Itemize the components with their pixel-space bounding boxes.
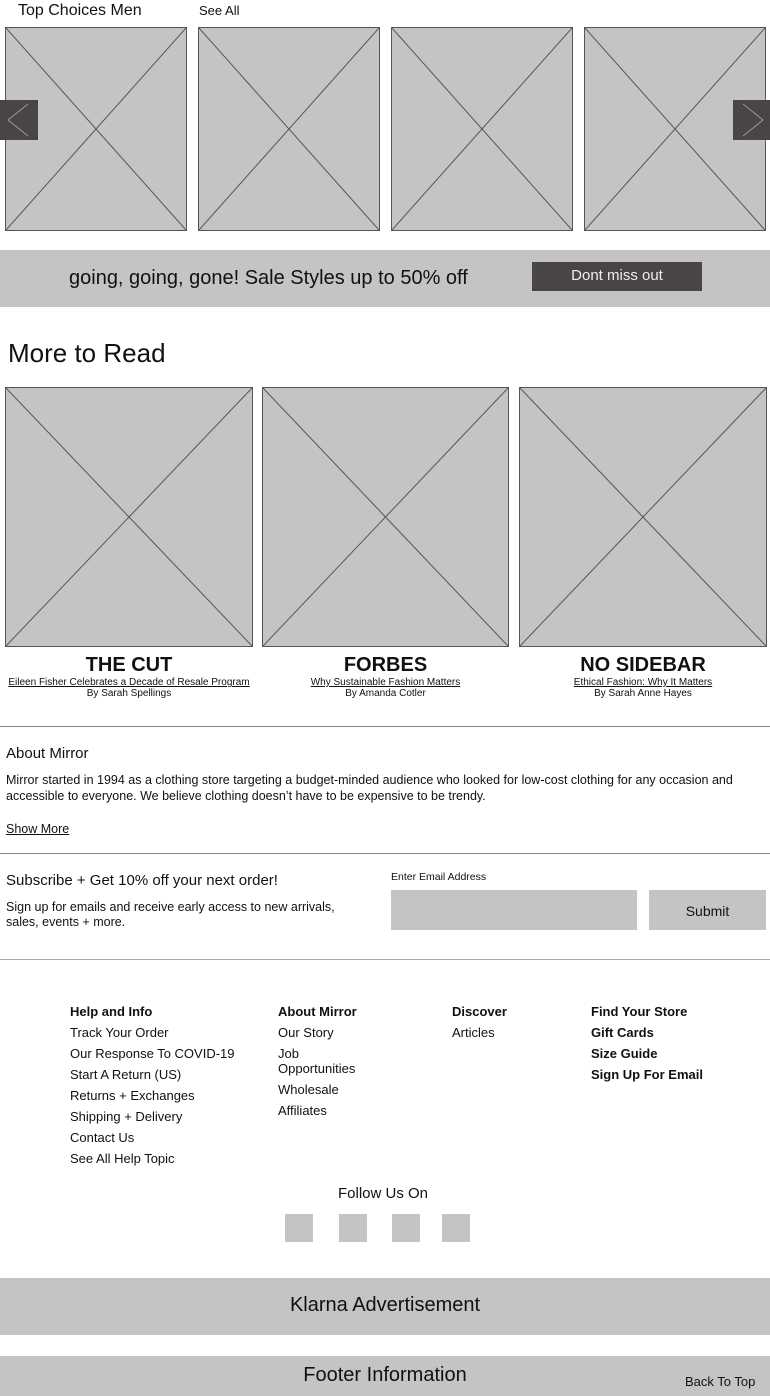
footer-link-find-store[interactable]: Find Your Store xyxy=(591,1004,688,1019)
publication-name: THE CUT xyxy=(85,654,173,676)
footer-link-articles[interactable]: Articles xyxy=(452,1025,495,1040)
article-card xyxy=(262,654,509,699)
article-headline-link[interactable]: Why Sustainable Fashion Matters xyxy=(310,677,461,688)
email-label: Enter Email Address xyxy=(391,871,487,883)
publication-name: FORBES xyxy=(343,654,428,676)
footer-column-discover xyxy=(452,1001,507,1043)
footer-link-contact[interactable]: Contact Us xyxy=(70,1130,135,1145)
footer-link-gift-cards[interactable]: Gift Cards xyxy=(591,1025,654,1040)
publication-name: NO SIDEBAR xyxy=(580,654,706,676)
footer-link-help-topics[interactable]: See All Help Topic xyxy=(70,1151,175,1166)
subscribe-title: Subscribe + Get 10% off your next order! xyxy=(6,872,278,889)
sale-banner-text: going, going, gone! Sale Styles up to 50% off xyxy=(69,267,468,289)
follow-us-title: Follow Us On xyxy=(338,1185,429,1202)
footer-link-wholesale[interactable]: Wholesale xyxy=(278,1082,339,1097)
social-icon[interactable] xyxy=(442,1214,470,1242)
about-title: About Mirror xyxy=(6,745,89,762)
article-byline: By Sarah Anne Hayes xyxy=(594,688,692,699)
article-card xyxy=(519,654,767,699)
article-headline-link[interactable]: Ethical Fashion: Why It Matters xyxy=(573,677,713,688)
footer-heading: Discover xyxy=(452,1004,507,1019)
footer-information-text: Footer Information xyxy=(303,1364,467,1386)
chevron-right-icon xyxy=(733,100,770,140)
divider xyxy=(0,853,770,854)
email-input[interactable] xyxy=(391,890,637,930)
article-headline-link[interactable]: Eileen Fisher Celebrates a Decade of Resale Program xyxy=(8,677,250,688)
footer-link-returns[interactable]: Returns + Exchanges xyxy=(70,1088,195,1103)
show-more-link[interactable]: Show More xyxy=(6,822,70,836)
klarna-advertisement[interactable] xyxy=(0,1278,770,1335)
article-image[interactable] xyxy=(519,387,767,647)
subscribe-body: Sign up for emails and receive early access to new arrivals, sales, events + more. xyxy=(6,900,335,929)
see-all-link[interactable]: See All xyxy=(199,3,240,18)
social-icon[interactable] xyxy=(392,1214,420,1242)
social-icon[interactable] xyxy=(339,1214,367,1242)
footer-column-help xyxy=(70,1001,235,1169)
product-image[interactable] xyxy=(391,27,573,231)
footer-column-about xyxy=(278,1001,378,1121)
divider xyxy=(0,959,770,960)
back-to-top-link[interactable]: Back To Top xyxy=(685,1374,756,1389)
footer-link-track-order[interactable]: Track Your Order xyxy=(70,1025,169,1040)
social-icon[interactable] xyxy=(285,1214,313,1242)
footer-link-size-guide[interactable]: Size Guide xyxy=(591,1046,658,1061)
footer-link-jobs[interactable]: Job Opportunities xyxy=(278,1046,356,1076)
article-byline: By Amanda Cotler xyxy=(345,688,426,699)
footer-link-sign-up-email[interactable]: Sign Up For Email xyxy=(591,1067,703,1082)
footer-link-our-story[interactable]: Our Story xyxy=(278,1025,334,1040)
footer-link-shipping[interactable]: Shipping + Delivery xyxy=(70,1109,183,1124)
carousel-prev-button[interactable] xyxy=(0,100,38,140)
divider xyxy=(0,726,770,727)
footer-link-affiliates[interactable]: Affiliates xyxy=(278,1103,327,1118)
dont-miss-out-button[interactable]: Dont miss out xyxy=(532,262,702,291)
footer-link-start-return[interactable]: Start A Return (US) xyxy=(70,1067,182,1082)
footer-column-store xyxy=(591,1001,703,1085)
footer-heading: Help and Info xyxy=(70,1004,153,1019)
top-choices-title: Top Choices Men xyxy=(18,2,142,19)
article-card xyxy=(5,654,253,699)
article-image[interactable] xyxy=(5,387,253,647)
article-byline: By Sarah Spellings xyxy=(86,688,172,699)
klarna-text: Klarna Advertisement xyxy=(289,1294,481,1316)
footer-heading: About Mirror xyxy=(278,1004,357,1019)
footer-link-covid[interactable]: Our Response To COVID-19 xyxy=(70,1046,235,1061)
sale-banner xyxy=(0,250,770,307)
article-image[interactable] xyxy=(262,387,509,647)
submit-button[interactable]: Submit xyxy=(649,890,766,930)
carousel-next-button[interactable] xyxy=(733,100,770,140)
chevron-left-icon xyxy=(0,100,38,140)
more-to-read-title: More to Read xyxy=(8,338,166,368)
about-body: Mirror started in 1994 as a clothing store targeting a budget-minded audience who looked for low-cost clothing for any occasion and accessible to everyone. We believe clothing doesn’t have to be expensive to be trendy. xyxy=(6,773,733,803)
product-image[interactable] xyxy=(198,27,380,231)
footer-information xyxy=(0,1356,770,1396)
